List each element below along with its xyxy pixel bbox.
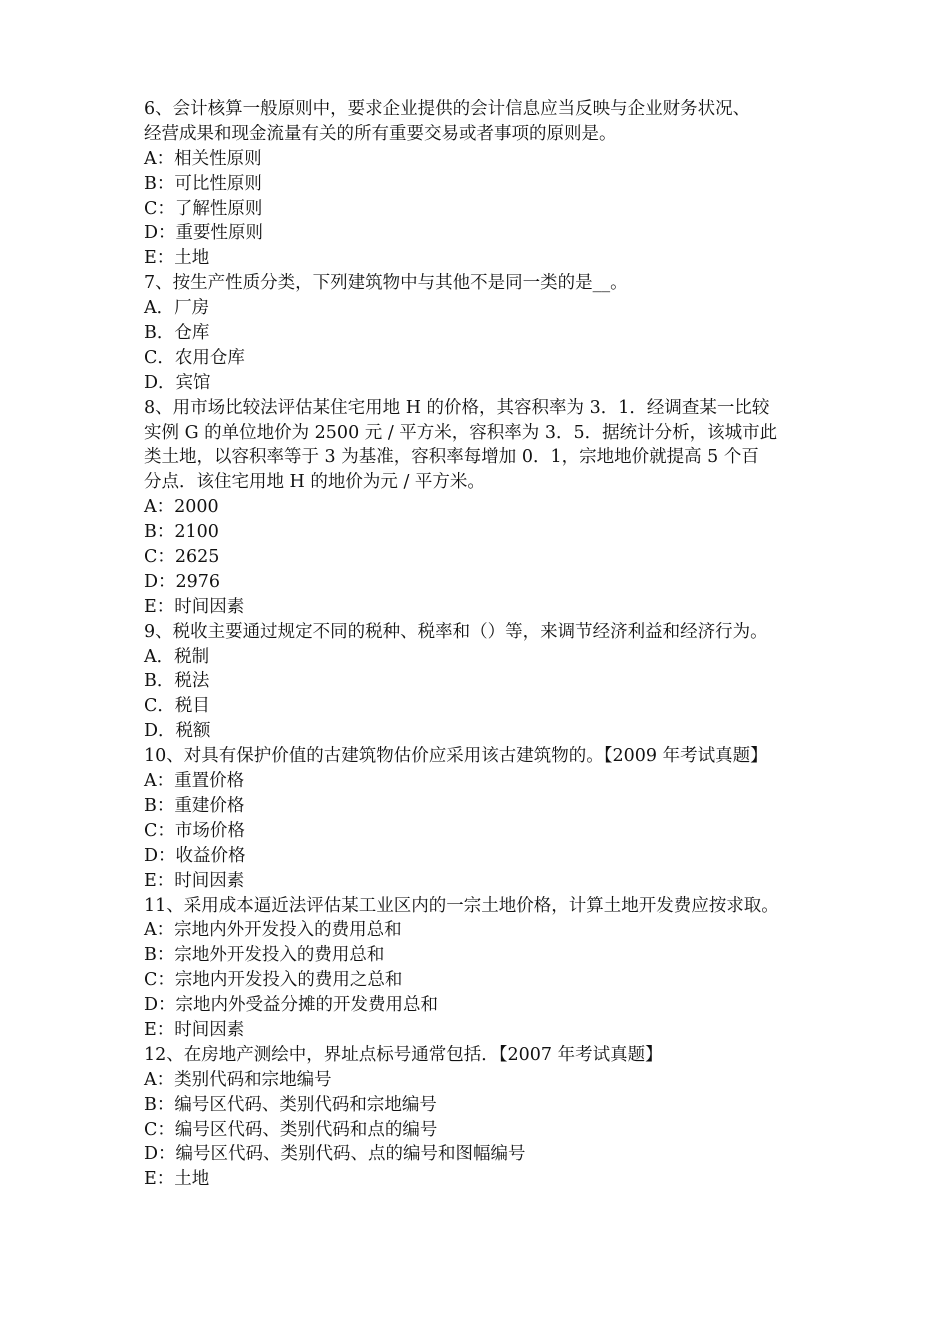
- answer-option: A：类别代码和宗地编号: [144, 1069, 332, 1090]
- question-stem-line: 7、按生产性质分类，下列建筑物中与其他不是同一类的是__。: [144, 273, 628, 294]
- answer-option: A：相关性原则: [144, 148, 262, 169]
- answer-option: D：编号区代码、类别代码、点的编号和图幅编号: [144, 1144, 526, 1165]
- question-list: [144, 97, 824, 1192]
- question-10: [144, 744, 824, 893]
- answer-option: B．税法: [144, 671, 210, 692]
- question-stem-line: 6、会计核算一般原则中，要求企业提供的会计信息应当反映与企业财务状况、: [144, 99, 751, 119]
- answer-option: B：重建价格: [144, 795, 245, 816]
- answer-option: C：2625: [144, 547, 220, 568]
- question-stem-line: 10、对具有保护价值的古建筑物估价应采用该古建筑物的。【2009 年考试真题】: [144, 746, 768, 767]
- answer-option: A：2000: [144, 497, 219, 518]
- question-stem-line: 11、采用成本逼近法评估某工业区内的一宗土地价格，计算土地开发费应按求取。: [144, 895, 779, 916]
- question-stem-line: 9、税收主要通过规定不同的税种、税率和（）等，来调节经济利益和经济行为。: [144, 621, 768, 642]
- answer-option: B：可比性原则: [144, 173, 262, 194]
- question-6: [144, 97, 824, 271]
- question-stem-line: 类土地，以容积率等于 3 为基准，容积率每增加 0．1，宗地地价就提高 5 个百: [144, 447, 759, 468]
- answer-option: E：时间因素: [144, 596, 245, 617]
- answer-option: E：时间因素: [144, 1019, 245, 1040]
- answer-option: A：宗地内外开发投入的费用总和: [144, 920, 402, 941]
- answer-option: A．税制: [144, 646, 210, 667]
- question-7: [144, 271, 824, 395]
- answer-option: D：宗地内外受益分摊的开发费用总和: [144, 995, 439, 1016]
- question-8: [144, 396, 824, 620]
- answer-option: C：了解性原则: [144, 198, 263, 219]
- answer-option: D：重要性原则: [144, 223, 264, 244]
- answer-option: A：重置价格: [144, 771, 245, 792]
- answer-option: C：宗地内开发投入的费用之总和: [144, 970, 403, 991]
- answer-option: D：收益价格: [144, 845, 246, 866]
- answer-option: D．宾馆: [144, 372, 211, 393]
- question-stem-line: 实例 G 的单位地价为 2500 元 / 平方米，容积率为 3．5．据统计分析，该城市此: [144, 422, 778, 443]
- answer-option: C：编号区代码、类别代码和点的编号: [144, 1119, 438, 1140]
- answer-option: C：市场价格: [144, 820, 245, 841]
- question-11: [144, 894, 824, 1043]
- question-9: [144, 620, 824, 744]
- answer-option: C．税目: [144, 696, 210, 717]
- answer-option: A．厂房: [144, 298, 210, 319]
- question-12: [144, 1043, 824, 1192]
- answer-option: B：宗地外开发投入的费用总和: [144, 945, 385, 966]
- answer-option: B：2100: [144, 522, 219, 543]
- answer-option: E：土地: [144, 1169, 210, 1190]
- answer-option: B：编号区代码、类别代码和宗地编号: [144, 1094, 437, 1115]
- answer-option: E：时间因素: [144, 870, 245, 891]
- question-stem-line: 8、用市场比较法评估某住宅用地 H 的价格，其容积率为 3．1．经调查某一比较: [144, 397, 770, 418]
- answer-option: D．税额: [144, 721, 211, 742]
- answer-option: B．仓库: [144, 323, 210, 344]
- question-stem-line: 12、在房地产测绘中，界址点标号通常包括．【2007 年考试真题】: [144, 1044, 663, 1065]
- answer-option: C．农用仓库: [144, 347, 245, 368]
- question-stem-line: 经营成果和现金流量有关的所有重要交易或者事项的原则是。: [144, 123, 617, 144]
- question-stem-line: 分点．该住宅用地 H 的地价为元 / 平方米。: [144, 472, 485, 493]
- answer-option: E：土地: [144, 248, 210, 269]
- answer-option: D：2976: [144, 571, 221, 592]
